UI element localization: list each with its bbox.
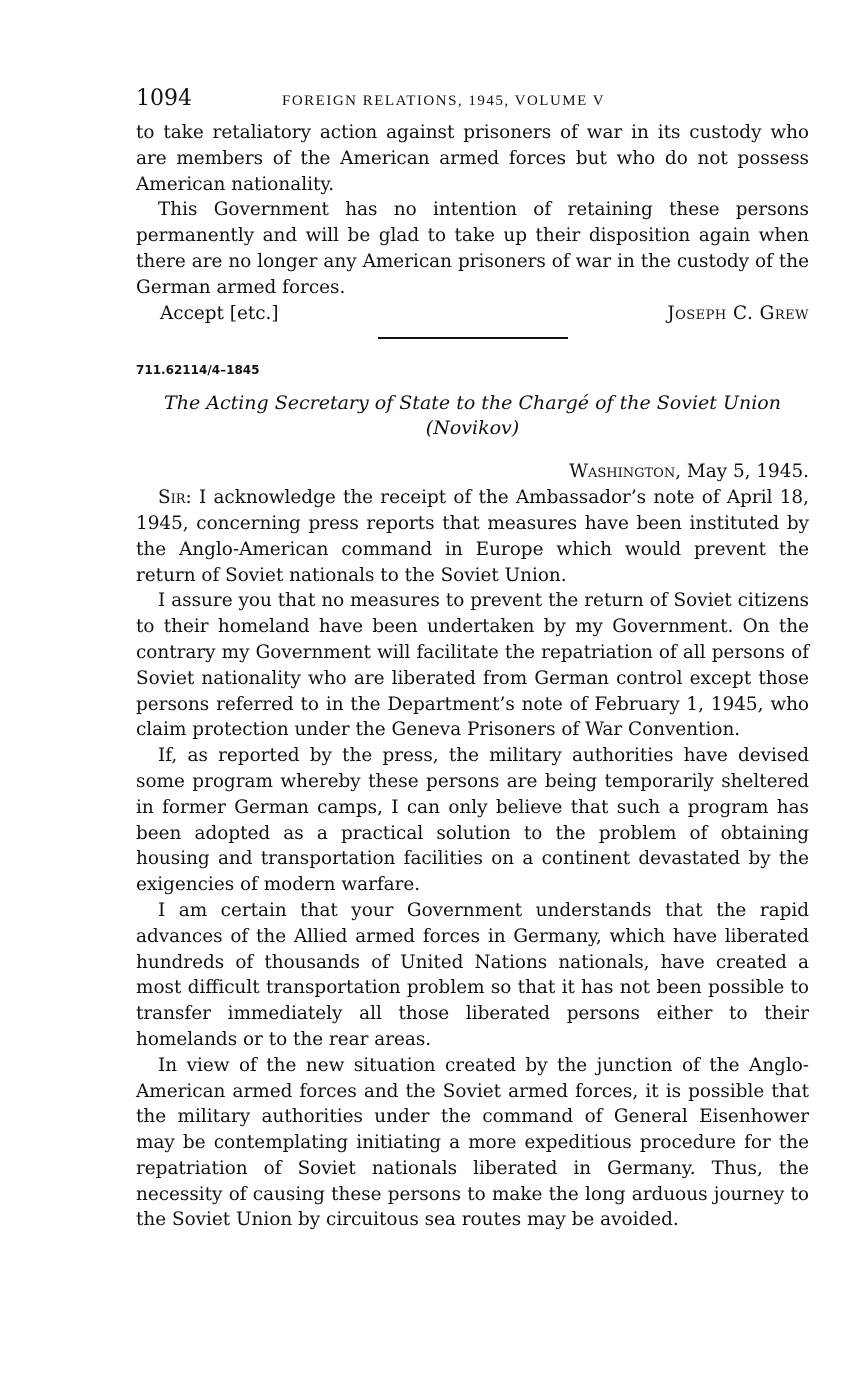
dateline-place: Washington, — [569, 461, 682, 483]
document-title — [136, 391, 809, 441]
page-number: 1094 — [136, 86, 192, 111]
dateline — [136, 459, 809, 485]
page-header — [136, 86, 809, 120]
document-page — [136, 86, 809, 1233]
running-title: FOREIGN RELATIONS, 1945, VOLUME V — [282, 93, 606, 109]
letter-paragraph-1-text: I acknowledge the receipt of the Ambassador’s note of April 18, 1945, concerning press reports that measures have been instituted by the Anglo-American command in Europe which would prevent the return of Soviet nationals to the Soviet Union. — [136, 487, 809, 586]
letter-paragraph-2: I assure you that no measures to prevent the return of Soviet citizens to their homeland have been undertaken by my Government. On the contrary my Government will facilitate the repatriation of all persons of Soviet nationality who are liberated from German control except those persons referred to in the Department’s note of February 1, 1945, who claim protection under the Geneva Prisoners of War Convention. — [136, 590, 809, 741]
file-number: 711.62114/4–1845 — [136, 363, 260, 378]
letter-paragraph-5: In view of the new situation created by the junction of the Anglo-American armed forces and the Soviet armed forces, it is possible that the military authorities under the command of General Eisenhower may be contemplating initiating a more expeditious procedure for the repatriation of Soviet nationals liberated in Germany. Thus, the necessity of causing these persons to make the long arduous journey to the Soviet Union by circuitous sea routes may be avoided. — [136, 1054, 809, 1231]
title-line-1: The Acting Secretary of State to the Chargé of the Soviet Union — [164, 392, 781, 415]
salutation: Sir: — [158, 487, 192, 509]
dateline-date: May 5, 1945. — [686, 461, 809, 483]
signature: Joseph C. Grew — [667, 302, 809, 324]
closing-text: Accept [etc.] — [160, 302, 279, 324]
letter-paragraph-3: If, as reported by the press, the military authorities have devised some program whereby these persons are being temporarily sheltered in former German camps, I can only believe that such a program has been adopted as a practical solution to the problem of obtaining housing and transportation facilities on a continent devastated by the exigencies of modern warfare. — [136, 745, 809, 896]
letter-paragraph-1 — [136, 485, 809, 588]
prev-paragraph-2: This Government has no intention of retaining these persons permanently and will be glad to take up their disposition again when there are no longer any American prisoners of war in the custody of the German armed forces. — [136, 199, 809, 298]
section-divider — [378, 337, 568, 339]
prev-paragraph-1: to take retaliatory action against prisoners of war in its custody who are members of the American armed forces but who do not possess American nationality. — [136, 122, 809, 195]
title-line-2: (Novikov) — [425, 417, 520, 440]
closing-line — [136, 301, 809, 327]
letter-paragraph-4: I am certain that your Government understands that the rapid advances of the Allied armed forces in Germany, which have liberated hundreds of thousands of United Nations nationals, have created a most difficult transportation problem so that it has not been possible to transfer immediately all those liberated persons either to their homelands or to the rear areas. — [136, 899, 809, 1050]
